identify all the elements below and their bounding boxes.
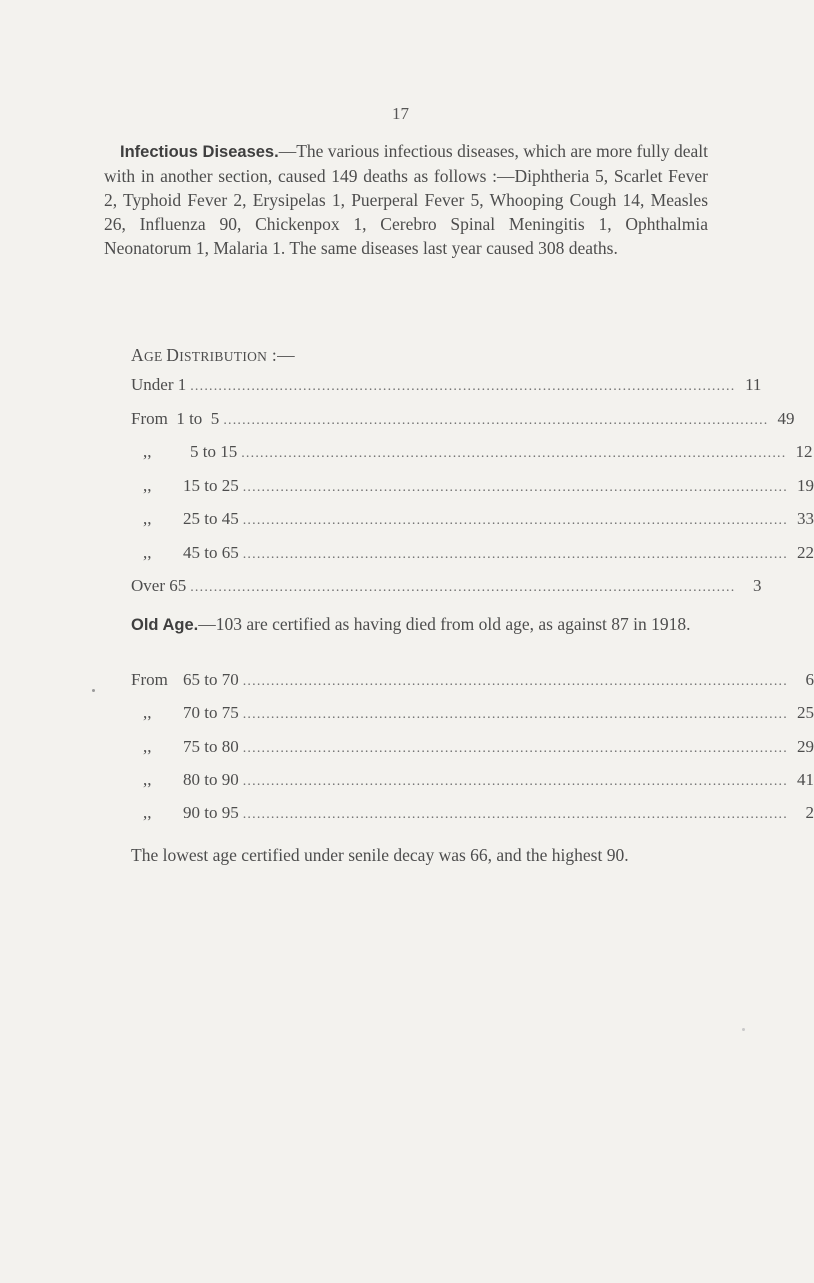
- page-number: 17: [392, 104, 409, 123]
- age-count: 19: [796, 476, 814, 495]
- old-age-row-90-to-95: ,, 90 to 95 .................................................................................................................... 2: [143, 803, 814, 822]
- old-age-row-75-to-80: ,, 75 to 80 .................................................................................................................... 29: [143, 737, 814, 756]
- paper-speck: [92, 689, 95, 692]
- death-count: 25: [796, 703, 814, 722]
- paper-speck: [742, 1028, 745, 1031]
- old-age-row-65-to-70: From 65 to 70 .................................................................................................................... 6: [131, 670, 814, 689]
- dot-leader: ....................................................................................................................: [223, 413, 769, 428]
- infectious-diseases-paragraph: [104, 139, 708, 260]
- old-age-row-70-to-75: ,, 70 to 75 .................................................................................................................... 25: [143, 703, 814, 722]
- age-count: 12: [795, 442, 813, 461]
- age-count: 49: [777, 409, 795, 428]
- dot-leader: ....................................................................................................................: [242, 707, 788, 722]
- age-row-over-65: Over 65 .................................................................................................................... 3: [131, 576, 762, 595]
- old-age-row-80-to-90: ,, 80 to 90 .................................................................................................................... 41: [143, 770, 814, 789]
- dot-leader: ....................................................................................................................: [190, 580, 736, 595]
- age-row-5-to-15: ,, 5 to 15 .................................................................................................................... 12: [143, 442, 813, 461]
- age-count: 11: [745, 375, 762, 394]
- dot-leader: ....................................................................................................................: [242, 547, 788, 562]
- death-count: 2: [805, 803, 814, 822]
- infectious-diseases-text: —The various infectious diseases, which are more fully dealt with in another section, caused 149 deaths as follows :—Diphtheria 5, Scarlet Fever 2, Typhoid Fever 2, Erysipelas 1, Puerperal Fever 5, Whooping Cough 14, Measles 26, Influenza 90, Chickenpox 1, Cerebro Spinal Meningitis 1, Ophthalmia Neonatorum 1, Malaria 1. The same diseases last year caused 308 deaths.: [104, 141, 708, 258]
- age-count: 22: [796, 543, 814, 562]
- dot-leader: ....................................................................................................................: [190, 379, 736, 394]
- age-row-15-to-25: ,, 15 to 25 .................................................................................................................... 19: [143, 476, 814, 495]
- infectious-diseases-heading: Infectious Diseases.: [120, 143, 279, 161]
- age-distribution-heading: AGE DISTRIBUTION :—: [131, 345, 295, 365]
- dot-leader: ....................................................................................................................: [242, 480, 788, 495]
- old-age-paragraph: [104, 612, 708, 637]
- age-row-45-to-65: ,, 45 to 65 .................................................................................................................... 22: [143, 543, 814, 562]
- dot-leader: ....................................................................................................................: [242, 807, 788, 822]
- age-row-under-1: Under 1 .................................................................................................................... 11: [131, 375, 762, 394]
- age-row-25-to-45: ,, 25 to 45 .................................................................................................................... 33: [143, 509, 814, 528]
- age-count: 33: [796, 509, 814, 528]
- dot-leader: ....................................................................................................................: [242, 741, 788, 756]
- closing-sentence: The lowest age certified under senile decay was 66, and the highest 90.: [131, 845, 629, 865]
- death-count: 29: [796, 737, 814, 756]
- age-row-1-to-5: From 1 to 5 .................................................................................................................... 49: [131, 409, 795, 428]
- old-age-text: —103 are certified as having died from old age, as against 87 in 1918.: [198, 614, 691, 634]
- dot-leader: ....................................................................................................................: [242, 774, 788, 789]
- death-count: 6: [805, 670, 814, 689]
- age-count: 3: [752, 576, 762, 595]
- death-count: 41: [796, 770, 814, 789]
- old-age-heading: Old Age.: [131, 616, 199, 634]
- dot-leader: ....................................................................................................................: [242, 674, 788, 689]
- dot-leader: ....................................................................................................................: [242, 513, 788, 528]
- dot-leader: ....................................................................................................................: [241, 446, 787, 461]
